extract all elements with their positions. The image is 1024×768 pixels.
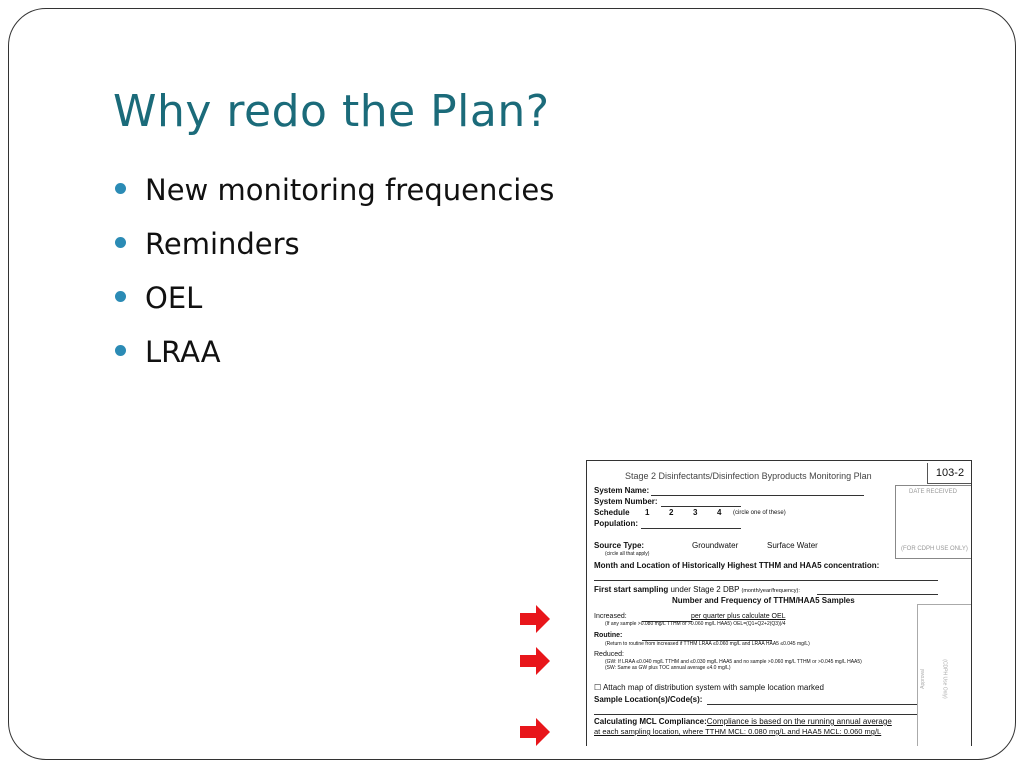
system-name-label: System Name: — [594, 486, 650, 495]
calc-text2: at each sampling location, where TTHM MCL: 0.080 mg/L and HAA5 MCL: 0.060 mg/L — [594, 727, 882, 736]
red-arrow-icon — [520, 718, 550, 746]
increased-note: (If any sample >0.080 mg/L TTHM or >0.060 mg/L HAA5) OEL=(Q1+Q2+2(Q3))/4 — [605, 621, 786, 627]
first-start-label — [594, 585, 800, 594]
population-line — [641, 528, 741, 529]
bullet-item — [113, 168, 554, 222]
calc-label: Calculating MCL Compliance: — [594, 717, 707, 726]
reduced-note1: (GW: If LRAA ≤0.040 mg/L TTHM and ≤0.030 mg/L HAA5 and no sample >0.060 mg/L TTHM or >0.045 mg/L HAA5) — [605, 659, 862, 665]
increased-label: Increased: — [594, 613, 627, 620]
sample-location-label: Sample Location(s)/Code(s): — [594, 695, 703, 704]
bullet-item — [113, 222, 554, 276]
first-start-note: (month/year/frequency): — [741, 588, 800, 594]
first-start-bold: First start sampling — [594, 585, 669, 594]
first-start-rest: under Stage 2 DBP — [670, 585, 740, 594]
calc-compliance-line1 — [594, 717, 892, 726]
monitoring-plan-form — [586, 460, 972, 746]
slide-title: Why redo the Plan? — [113, 86, 550, 137]
increased-value: per quarter plus calculate OEL — [691, 613, 786, 620]
bullet-dot-icon — [115, 183, 126, 194]
sample-location-line-2 — [594, 714, 917, 715]
bullet-text: Reminders — [145, 227, 300, 261]
bullet-dot-icon — [115, 291, 126, 302]
groundwater-option: Groundwater — [692, 541, 739, 550]
approval-side-label: Approval — [919, 669, 926, 689]
bullet-item — [113, 276, 554, 330]
system-number-line — [661, 506, 741, 507]
attach-map-label: ☐ Attach map of distribution system with sample location marked — [594, 683, 824, 692]
system-number-label: System Number: — [594, 497, 658, 506]
month-location-line — [594, 580, 938, 581]
reduced-note2: (SW: Same as GW plus TOC annual average ≤4.0 mg/L) — [605, 665, 731, 671]
bullet-text: LRAA — [145, 335, 221, 369]
reduced-label: Reduced: — [594, 651, 624, 658]
calc-text1: Compliance is based on the running annual average — [706, 717, 892, 726]
bullet-list — [113, 168, 554, 384]
schedule-option: 1 — [645, 508, 650, 517]
red-arrow-icon — [520, 605, 550, 633]
month-location-label: Month and Location of Historically Highest TTHM and HAA5 concentration: — [594, 561, 880, 570]
bullet-text: OEL — [145, 281, 203, 315]
number-frequency-heading: Number and Frequency of TTHM/HAA5 Samples — [672, 596, 855, 605]
form-number: 103-2 — [927, 463, 972, 484]
schedule-label: Schedule — [594, 508, 630, 517]
population-label: Population: — [594, 519, 638, 528]
schedule-note: (circle one of these) — [733, 510, 786, 516]
system-name-line — [651, 495, 864, 496]
for-cdph-use-label: (FOR CDPH USE ONLY) — [901, 546, 968, 552]
bullet-dot-icon — [115, 237, 126, 248]
form-header: Stage 2 Disinfectants/Disinfection Byproducts Monitoring Plan — [625, 471, 872, 481]
schedule-option: 2 — [669, 508, 674, 517]
schedule-option: 3 — [693, 508, 698, 517]
source-type-label: Source Type: — [594, 541, 645, 550]
bullet-text: New monitoring frequencies — [145, 173, 555, 207]
cdph-side-label: (CDPH Use Only) — [941, 659, 948, 699]
surface-water-option: Surface Water — [767, 541, 818, 550]
bullet-dot-icon — [115, 345, 126, 356]
schedule-option: 4 — [717, 508, 722, 517]
sample-location-line — [707, 704, 917, 705]
date-received-label: DATE RECEIVED — [909, 489, 957, 495]
routine-label: Routine: — [594, 632, 623, 639]
source-note: (circle all that apply) — [605, 551, 650, 557]
first-start-line — [817, 594, 938, 595]
bullet-item — [113, 330, 554, 384]
red-arrow-icon — [520, 647, 550, 675]
routine-note: (Return to routine from increased if TTHM LRAA ≤0.060 mg/L and LRAA HAA5 ≤0.045 mg/L) — [605, 641, 810, 647]
